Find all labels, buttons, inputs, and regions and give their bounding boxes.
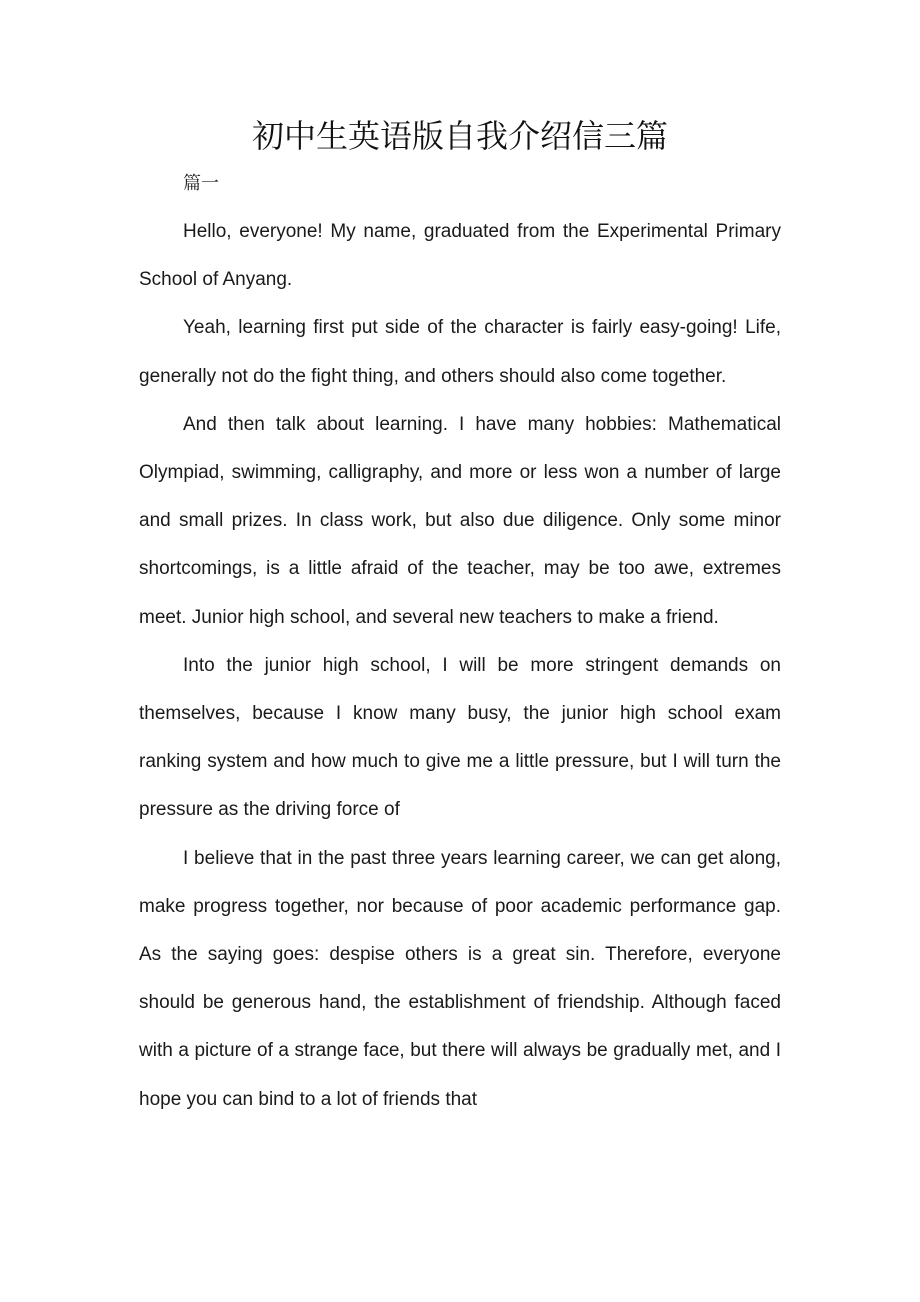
paragraph-5: I believe that in the past three years learning career, we can get along, make progress together, nor because of poor academic performance gap. As the saying goes: despise others is a great sin. Therefore, everyone should be generous hand, the establishment of friendship. Although faced with a picture of a strange face, but there will always be gradually met, and I hope you can bind to a lot of friends that	[139, 847, 781, 1110]
paragraph-3: And then talk about learning. I have many hobbies: Mathematical Olympiad, swimming, calligraphy, and more or less won a number of large and small prizes. In class work, but also due diligence. Only some minor shortcomings, is a little afraid of the teacher, may be too awe, extremes meet. Junior high school, and several new teachers to make a friend.	[139, 413, 781, 628]
paragraph-4: Into the junior high school, I will be more stringent demands on themselves, because I know many busy, the junior high school exam ranking system and how much to give me a little pressure, but I will turn the pressure as the driving force of	[139, 654, 781, 821]
paragraph-1: Hello, everyone! My name, graduated from the Experimental Primary School of Anyang.	[139, 221, 781, 291]
document-body	[139, 208, 781, 1124]
section-label: 篇一	[183, 173, 219, 194]
document-title: 初中生英语版自我介绍信三篇	[251, 117, 668, 155]
paragraph-2: Yeah, learning first put side of the character is fairly easy-going! Life, generally not do the fight thing, and others should also come together.	[139, 317, 781, 387]
